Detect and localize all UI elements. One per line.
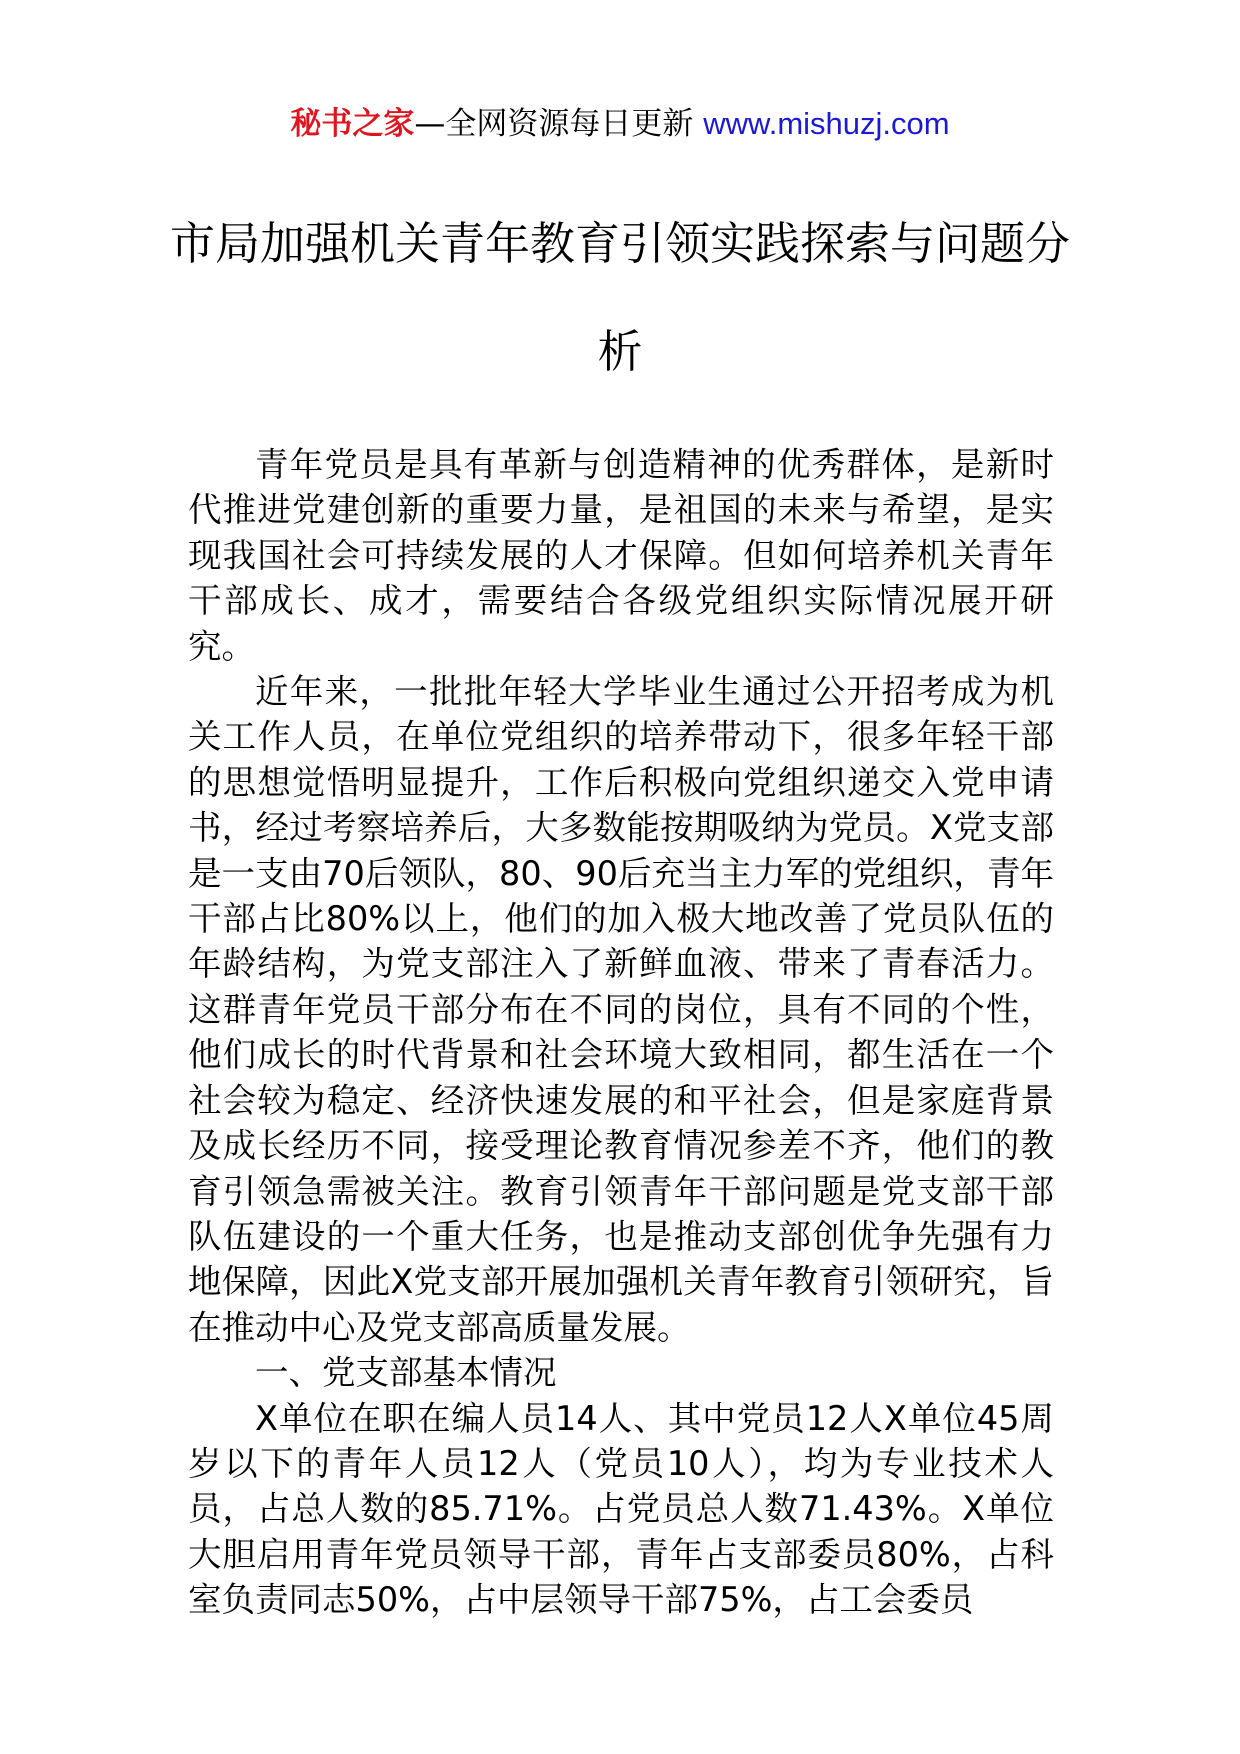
site-header-banner bbox=[0, 100, 1240, 148]
site-url-link[interactable]: www.mishuzj.com bbox=[703, 106, 950, 141]
header-slogan: —全网资源每日更新 bbox=[414, 106, 704, 142]
section-1-paragraph: X单位在职在编人员14人、其中党员12人X单位45周岁以下的青年人员12人（党员10人），均为专业技术人员，占总人数的85.71%。占党员总人数71.43%。X单位大胆启用青年党员领导干部，青年占支部委员80%，占科室负责同志50%，占中层领导干部75%，占工会委员 bbox=[188, 1398, 1054, 1620]
body-paragraph-1: 青年党员是具有革新与创造精神的优秀群体，是新时代推进党建创新的重要力量，是祖国的未来与希望，是实现我国社会可持续发展的人才保障。但如何培养机关青年干部成长、成才，需要结合各级党组织实际情况展开研究。 bbox=[188, 445, 1054, 666]
section-heading-1: 一、党支部基本情况 bbox=[255, 1353, 557, 1393]
brand-name: 秘书之家 bbox=[290, 106, 415, 142]
document-title: 市局加强机关青年教育引领实践探索与问题分析 bbox=[169, 217, 1070, 378]
body-paragraph-2: 近年来，一批批年轻大学毕业生通过公开招考成为机关工作人员，在单位党组织的培养带动下，很多年轻干部的思想觉悟明显提升，工作后积极向党组织递交入党申请书，经过考察培养后，大多数能按期吸纳为党员。X党支部是一支由70后领队，80、90后充当主力军的党组织，青年干部占比80%以上，他们的加入极大地改善了党员队伍的年龄结构，为党支部注入了新鲜血液、带来了青春活力。这群青年党员干部分布在不同的岗位，具有不同的个性，他们成长的时代背景和社会环境大致相同，都生活在一个社会较为稳定、经济快速发展的和平社会，但是家庭背景及成长经历不同，接受理论教育情况参差不齐，他们的教育引领急需被关注。教育引领青年干部问题是党支部干部队伍建设的一个重大任务，也是推动支部创优争先强有力地保障，因此X党支部开展加强机关青年教育引领研究，旨在推动中心及党支部高质量发展。 bbox=[188, 672, 1054, 1347]
document-body bbox=[188, 442, 1054, 1623]
